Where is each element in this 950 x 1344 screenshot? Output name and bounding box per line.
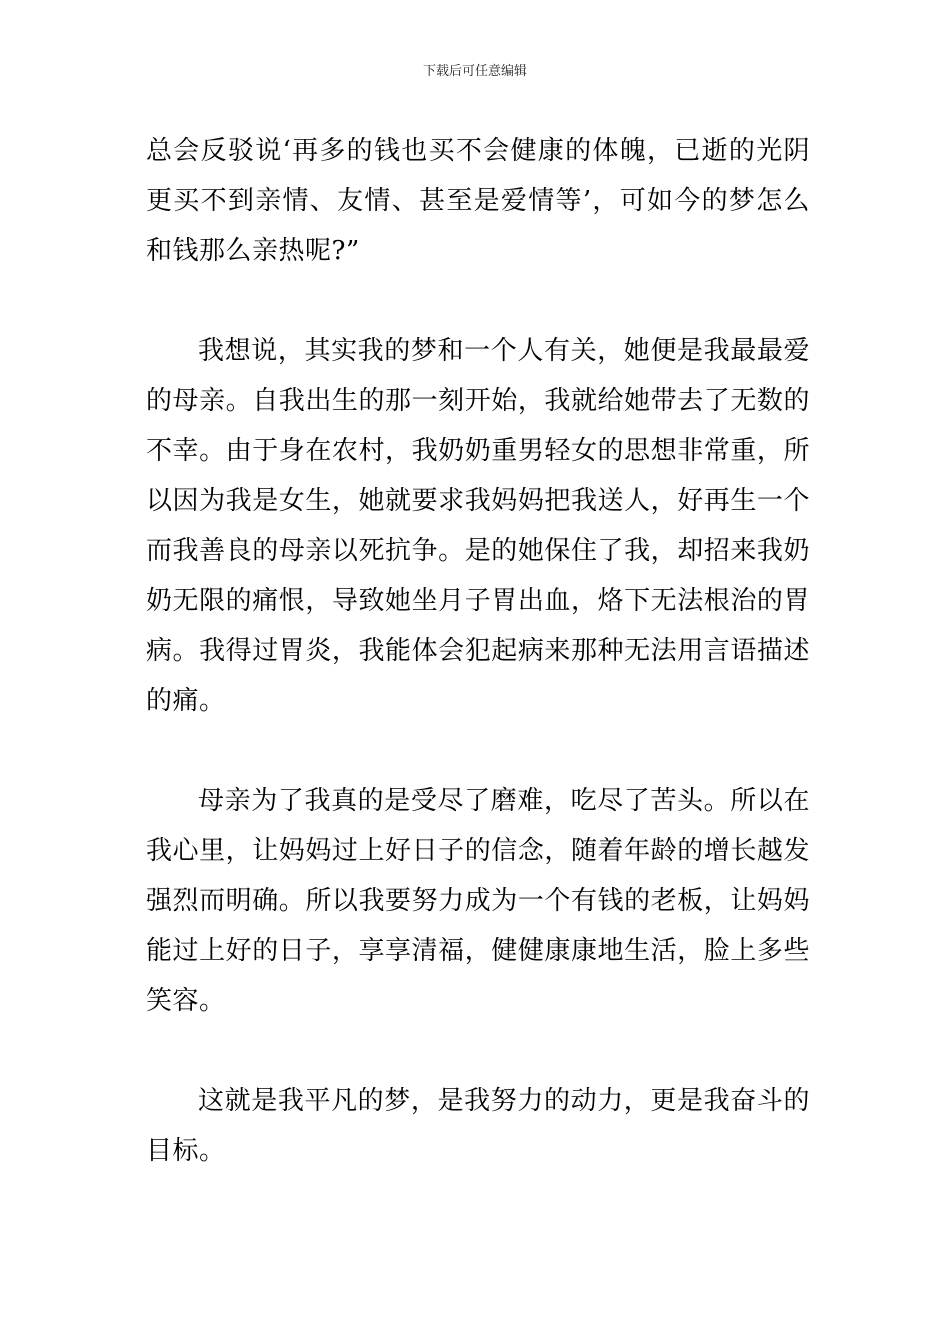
paragraph-2: 我想说，其实我的梦和一个人有关，她便是我最最爱的母亲。自我出生的那一刻开始，我就给她带去了无数的不幸。由于身在农村，我奶奶重男轻女的思想非常重，所以因为我是女生，她就要求我妈妈把我送人，好再生一个而我善良的母亲以死抗争。是的她保住了我，却招来我奶奶无限的痛恨，导致她坐月子胃出血，烙下无法根治的胃病。我得过胃炎，我能体会犯起病来那种无法用言语描述的痛。 <box>146 336 810 716</box>
document-body <box>146 126 810 1176</box>
paragraph-1: 总会反驳说‘再多的钱也买不会健康的体魄，已逝的光阴更买不到亲情、友情、甚至是爱情等’，可如今的梦怎么和钱那么亲热呢?” <box>146 136 810 266</box>
header-note: 下载后可任意编辑 <box>422 64 527 79</box>
paragraph-3: 母亲为了我真的是受尽了磨难，吃尽了苦头。所以在我心里，让妈妈过上好日子的信念，随着年龄的增长越发强烈而明确。所以我要努力成为一个有钱的老板，让妈妈能过上好的日子，享享清福，健健康康地生活，脸上多些笑容。 <box>146 786 810 1016</box>
paragraph-4: 这就是我平凡的梦，是我努力的动力，更是我奋斗的目标。 <box>146 1086 810 1166</box>
